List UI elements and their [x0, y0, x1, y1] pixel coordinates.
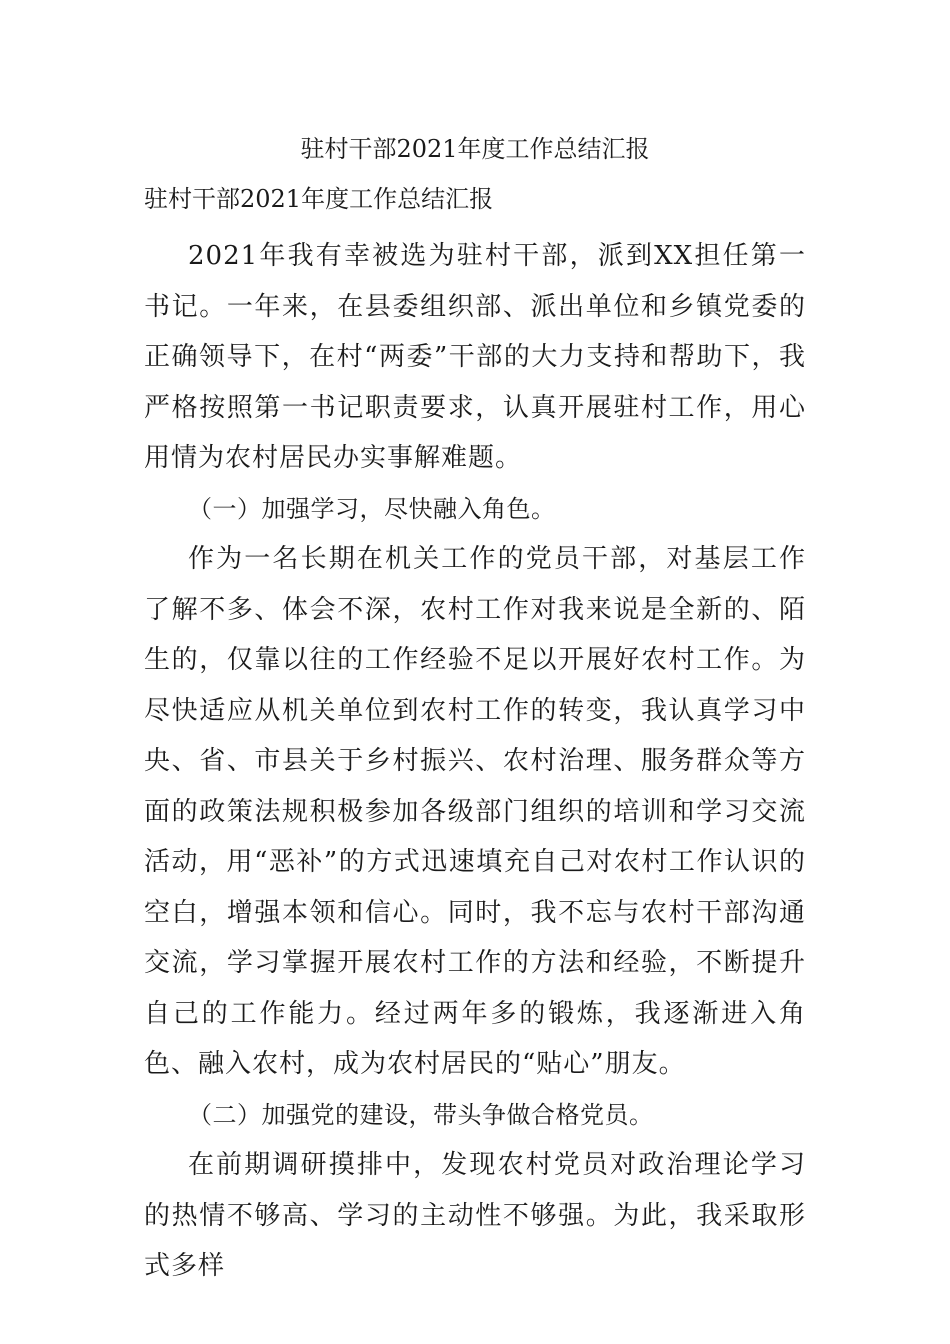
section-paragraph-2: 在前期调研摸排中，发现农村党员对政治理论学习的热情不够高、学习的主动性不够强。为此，我采取形式多样 [144, 1150, 806, 1281]
document-subtitle: 驻村干部2021年度工作总结汇报 [144, 185, 494, 213]
section-paragraph-1: 作为一名长期在机关工作的党员干部，对基层工作了解不多、体会不深，农村工作对我来说是全新的、陌生的，仅靠以往的工作经验不足以开展好农村工作。为尽快适应从机关单位到农村工作的转变，我认真学习中央、省、市县关于乡村振兴、农村治理、服务群众等方面的政策法规积极参加各级部门组织的培训和学习交流活动，用“恶补”的方式迅速填充自己对农村工作认识的空白，增强本领和信心。同时，我不忘与农村干部沟通交流，学习掌握开展农村工作的方法和经验，不断提升自己的工作能力。经过两年多的锻炼，我逐渐进入角色、融入农村，成为农村居民的“贴心”朋友。 [144, 544, 806, 1079]
document-body [144, 181, 806, 1292]
section-heading-2: （二）加强党的建设，带头争做合格党员。 [188, 1100, 654, 1129]
intro-paragraph: 2021年我有幸被选为驻村干部，派到XX担任第一书记。一年来，在县委组织部、派出单位和乡镇党委的正确领导下，在村“两委”干部的大力支持和帮助下，我严格按照第一书记职责要求，认真开展驻村工作，用心用情为农村居民办实事解难题。 [144, 241, 806, 473]
document-title: 驻村干部2021年度工作总结汇报 [300, 135, 650, 163]
section-heading-1: （一）加强学习，尽快融入角色。 [188, 494, 556, 523]
